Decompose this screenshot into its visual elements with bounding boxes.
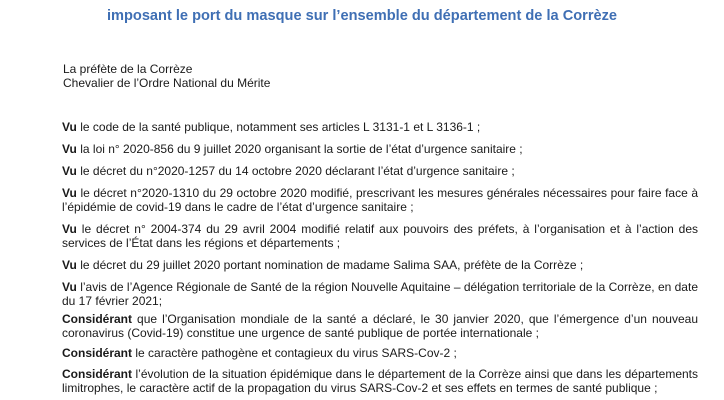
signatory-title: La préfète de la Corrèze <box>63 62 193 76</box>
paragraph-lead: Vu <box>62 120 77 134</box>
visa-paragraph <box>62 120 698 134</box>
considerant-paragraph <box>62 367 698 395</box>
paragraph-text: le décret du n°2020-1257 du 14 octobre 2020 déclarant l’état d’urgence sanitaire ; <box>76 164 515 178</box>
paragraph-text: que l’Organisation mondiale de la santé a déclaré, le 30 janvier 2020, que l’émergence d’un nouveau coronavirus (Covid-19) constitue une urgence de santé publique de portée internationale ; <box>62 312 698 340</box>
paragraph-lead: Vu <box>62 258 77 272</box>
visa-paragraph <box>62 280 698 308</box>
visa-paragraph <box>62 142 698 156</box>
visa-paragraph <box>62 164 698 178</box>
paragraph-text: la loi n° 2020-856 du 9 juillet 2020 organisant la sortie de l’état d’urgence sanitaire ; <box>76 142 523 156</box>
clipped-title-fragment <box>0 0 724 4</box>
visa-paragraph <box>62 186 698 214</box>
paragraph-text: l’avis de l’Agence Régionale de Santé de la région Nouvelle Aquitaine – délégation territoriale de la Corrèze, en date du 17 février 2021; <box>62 280 698 308</box>
paragraph-lead: Considérant <box>62 346 133 360</box>
visa-paragraph <box>62 222 698 250</box>
visa-paragraph <box>62 258 698 272</box>
paragraph-lead: Considérant <box>62 312 133 326</box>
paragraph-lead: Vu <box>62 186 77 200</box>
paragraph-text: le code de la santé publique, notamment ses articles L 3131-1 et L 3136-1 ; <box>76 120 481 134</box>
paragraph-text: le décret n° 2004-374 du 29 avril 2004 modifié relatif aux pouvoirs des préfets, à l’organisation et à l’action des services de l’État dans les régions et départements ; <box>62 222 698 250</box>
paragraph-text: le décret n°2020-1310 du 29 octobre 2020 modifié, prescrivant les mesures générales nécessaires pour faire face à l’épidémie de covid-19 dans le cadre de l’état d’urgence sanitaire ; <box>62 186 698 214</box>
document-subtitle: imposant le port du masque sur l’ensemble du département de la Corrèze <box>106 8 618 24</box>
paragraph-lead: Vu <box>62 164 77 178</box>
paragraph-text: le caractère pathogène et contagieux du virus SARS-Cov-2 ; <box>132 346 457 360</box>
paragraph-lead: Considérant <box>62 367 133 381</box>
paragraph-lead: Vu <box>62 222 77 236</box>
paragraph-lead: Vu <box>62 142 77 156</box>
signatory-distinction: Chevalier de l’Ordre National du Mérite <box>63 76 271 90</box>
paragraph-text: le décret du 29 juillet 2020 portant nomination de madame Salima SAA, préfète de la Corrèze ; <box>76 258 584 272</box>
considerant-paragraph <box>62 346 698 360</box>
paragraph-lead: Vu <box>62 280 77 294</box>
signatory-block <box>63 62 270 90</box>
paragraph-text: l’évolution de la situation épidémique dans le département de la Corrèze ainsi que dans les départements limitrophes, le caractère actif de la propagation du virus SARS-Cov-2 et ses effets en termes de santé publique ; <box>62 367 698 395</box>
considerant-paragraph <box>62 312 698 340</box>
